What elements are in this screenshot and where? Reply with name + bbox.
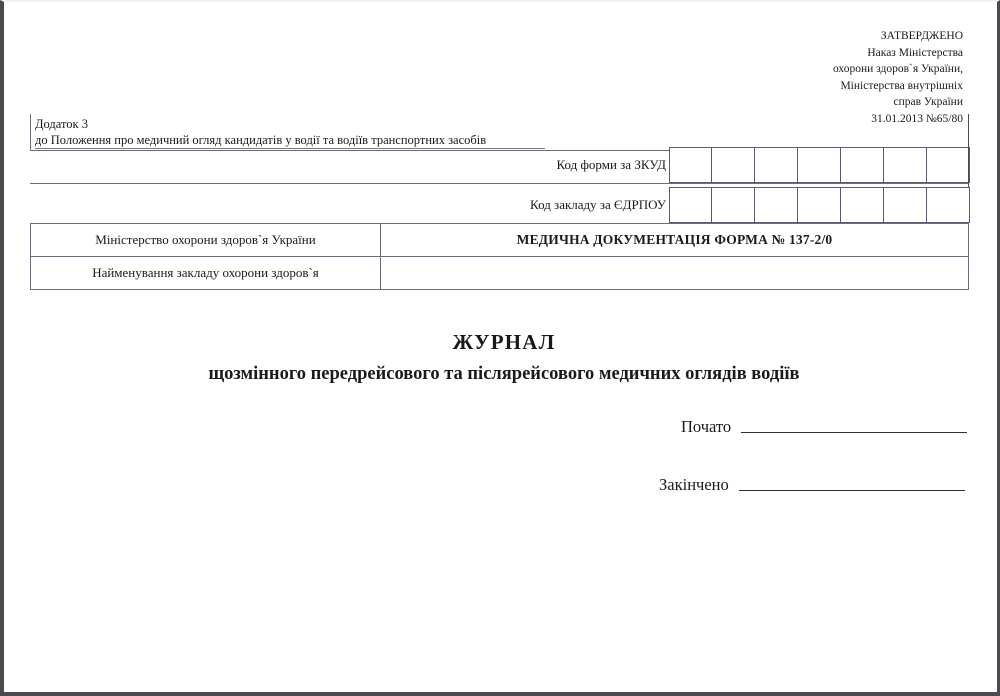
table-row	[31, 257, 969, 290]
page-subtitle: щозмінного передрейсового та післярейсового медичних оглядів водіїв	[208, 364, 800, 384]
ministry-name-cell: Міністерство охорони здоров`я України	[31, 224, 381, 257]
code-cell[interactable]	[841, 187, 884, 223]
institution-name-value-cell[interactable]	[381, 257, 969, 290]
code-cell[interactable]	[755, 147, 798, 183]
annex-number: Додаток 3	[35, 117, 88, 131]
finished-input-line[interactable]	[739, 489, 965, 491]
institution-name-label-cell: Найменування закладу охорони здоров`я	[31, 257, 381, 290]
started-input-line[interactable]	[741, 431, 967, 433]
code-cell[interactable]	[798, 147, 841, 183]
code-cell[interactable]	[927, 147, 970, 183]
annex-reference-block	[30, 114, 969, 151]
code-cell[interactable]	[755, 187, 798, 223]
code-boxes-edrpou[interactable]	[669, 187, 970, 223]
approval-order-number: 31.01.2013 №65/80	[871, 112, 963, 125]
page-title: ЖУРНАЛ	[452, 330, 556, 354]
code-cell[interactable]	[712, 147, 755, 183]
institution-info-table	[30, 223, 969, 290]
code-cell[interactable]	[712, 187, 755, 223]
approval-block	[703, 28, 963, 127]
table-row	[31, 224, 969, 257]
finished-label: Закінчено	[659, 475, 729, 494]
code-boxes-zkud[interactable]	[669, 147, 970, 183]
code-cell[interactable]	[798, 187, 841, 223]
code-cell[interactable]	[669, 187, 712, 223]
code-row-edrpou	[334, 187, 970, 223]
code-cell[interactable]	[841, 147, 884, 183]
code-label-zkud: Код форми за ЗКУД	[556, 157, 666, 172]
code-cell[interactable]	[884, 187, 927, 223]
finished-field-row	[659, 475, 965, 495]
title-block	[4, 330, 1000, 385]
approval-line-3: охорони здоров`я України,	[832, 63, 963, 75]
approval-line-5: справ України	[893, 96, 963, 108]
code-cell[interactable]	[927, 187, 970, 223]
code-cell[interactable]	[884, 147, 927, 183]
medical-form-title-cell: МЕДИЧНА ДОКУМЕНТАЦІЯ ФОРМА № 137-2/0	[381, 224, 969, 257]
approval-line-2: Наказ Міністерства	[867, 46, 963, 59]
code-row-zkud	[334, 147, 970, 183]
started-label: Почато	[681, 417, 732, 436]
approval-line-1: ЗАТВЕРДЖЕНО	[880, 30, 963, 42]
code-label-edrpou: Код закладу за ЄДРПОУ	[530, 197, 666, 212]
approval-line-4: Міністерства внутрішніх	[840, 79, 963, 92]
code-cell[interactable]	[669, 147, 712, 183]
code-row-divider	[30, 183, 969, 184]
started-field-row	[681, 417, 967, 437]
annex-regulation-title: до Положення про медичний огляд кандидатів у водії та водіїв транспортних засобів	[35, 132, 545, 149]
